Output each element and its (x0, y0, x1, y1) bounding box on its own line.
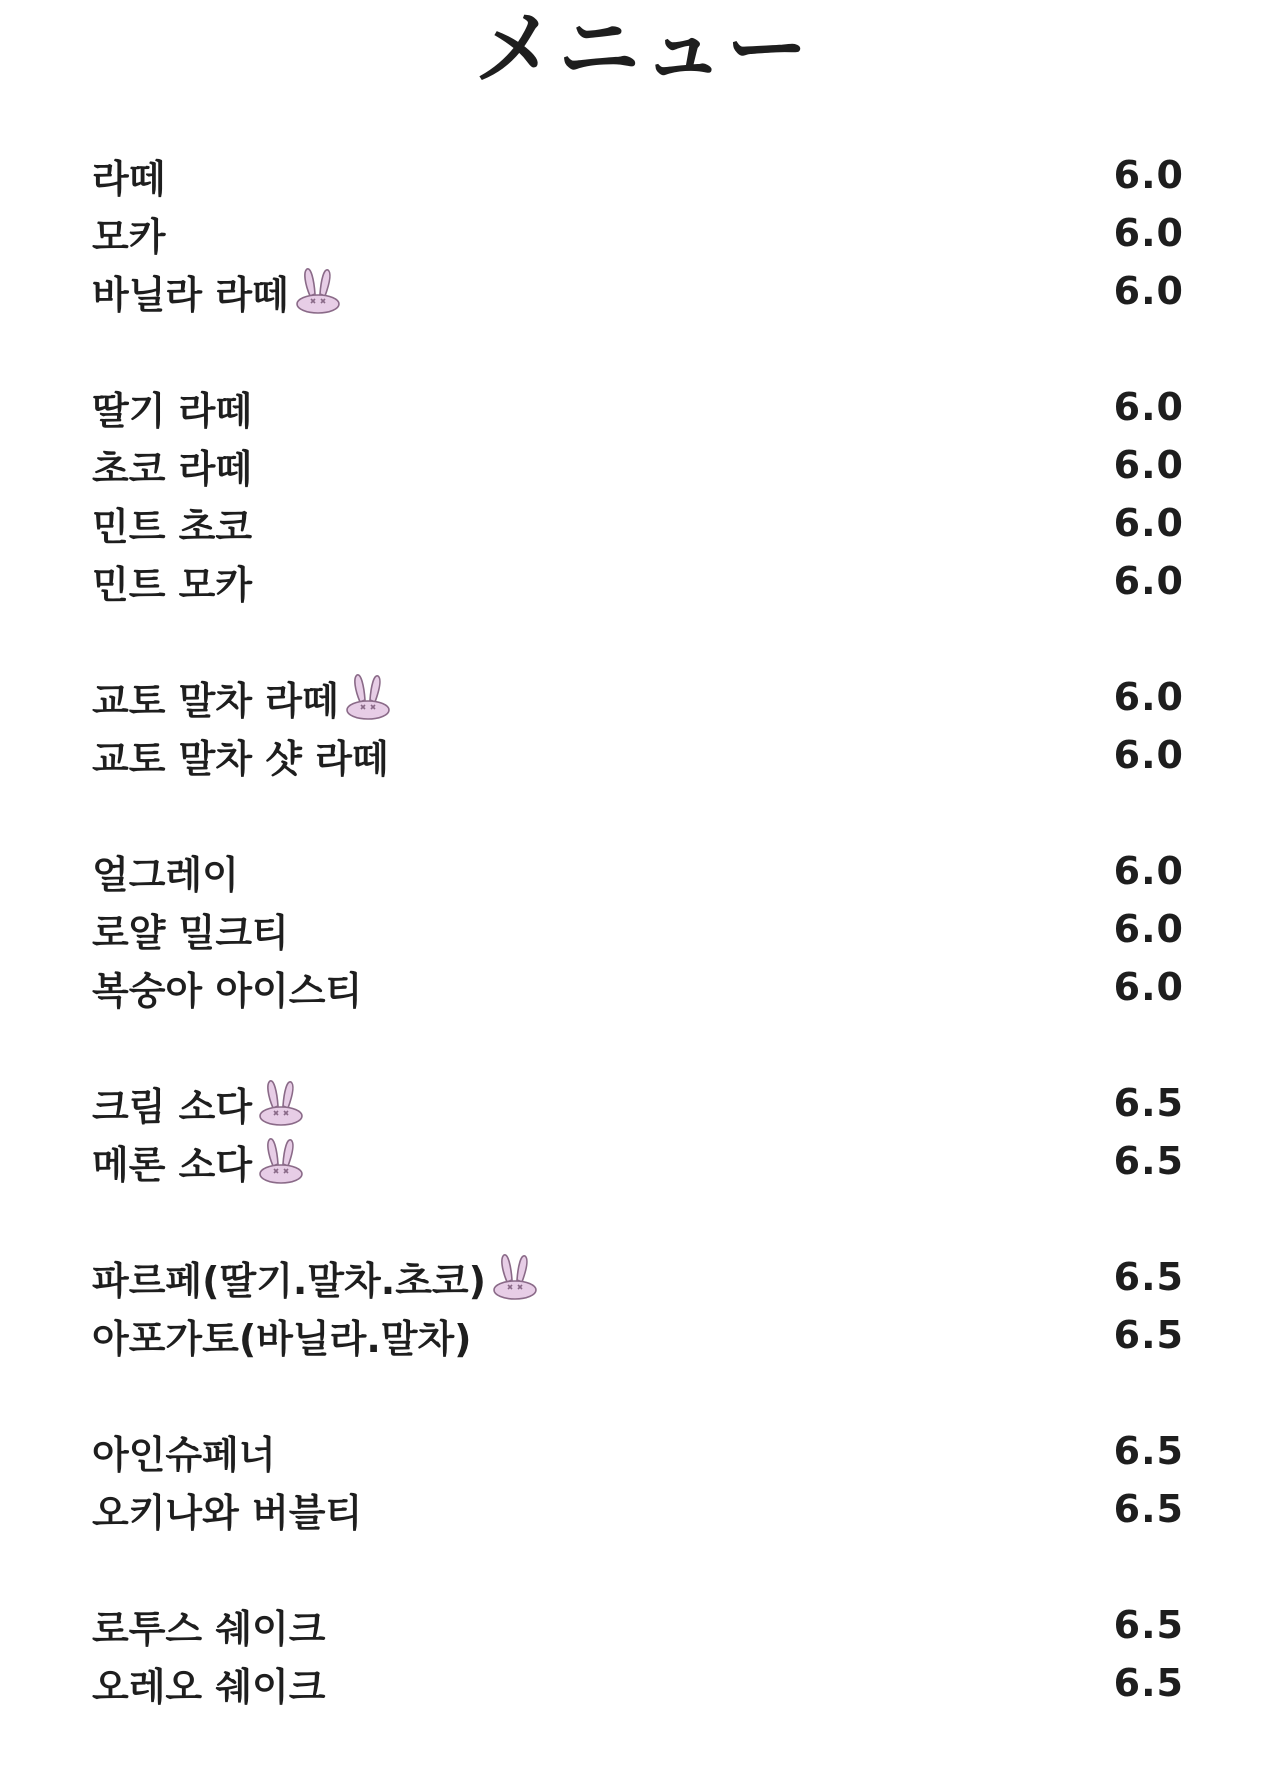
menu-item-price: 6.5 (1113, 1487, 1184, 1531)
menu-item-name: 파르페(딸기.말차.초코) (92, 1258, 486, 1303)
menu-item-name-wrap (92, 496, 252, 551)
menu-item-name-wrap (92, 960, 362, 1015)
menu-group (92, 668, 1184, 784)
menu-item (92, 1654, 1184, 1712)
menu-item-name-wrap (92, 380, 252, 435)
menu-item-name-wrap (92, 148, 165, 203)
menu-item (92, 378, 1184, 436)
menu-group (92, 378, 1184, 610)
menu-item (92, 958, 1184, 1016)
menu-item-name-wrap (92, 264, 343, 319)
menu-item (92, 900, 1184, 958)
menu-item-name-wrap (92, 1308, 472, 1363)
bunny-icon (490, 1252, 540, 1302)
menu-item (92, 1074, 1184, 1132)
menu-item-price: 6.0 (1113, 733, 1184, 777)
menu-item-name-wrap (92, 1134, 306, 1189)
menu-item-name: 로얄 밀크티 (92, 910, 289, 955)
menu-item-name-wrap (92, 844, 239, 899)
menu-item (92, 1132, 1184, 1190)
menu-item (92, 146, 1184, 204)
menu-item (92, 1248, 1184, 1306)
bunny-icon (256, 1078, 306, 1128)
menu-item-price: 6.0 (1113, 559, 1184, 603)
menu-item (92, 552, 1184, 610)
menu-item-price: 6.5 (1113, 1313, 1184, 1357)
menu-item-name-wrap (92, 1482, 362, 1537)
menu-item-name: 바닐라 라떼 (92, 272, 289, 317)
menu-item-price: 6.0 (1113, 675, 1184, 719)
menu-item-name-wrap (92, 438, 252, 493)
menu-item-name: 모카 (92, 214, 166, 259)
menu-group (92, 1422, 1184, 1538)
menu-item-name-wrap (92, 1598, 325, 1653)
menu-item-name: 메론 소다 (92, 1142, 253, 1187)
menu-item-name: 크림 소다 (92, 1084, 253, 1129)
menu-item-name-wrap (92, 554, 252, 609)
menu-item-name: 복숭아 아이스티 (92, 968, 363, 1013)
bunny-icon (293, 266, 343, 316)
menu-group (92, 146, 1184, 320)
menu-item-name: 얼그레이 (92, 852, 239, 897)
menu-item-price: 6.0 (1113, 965, 1184, 1009)
menu-item-name: 오레오 쉐이크 (92, 1664, 326, 1709)
menu-item (92, 668, 1184, 726)
menu-item (92, 436, 1184, 494)
menu-item-name: 로투스 쉐이크 (92, 1606, 326, 1651)
menu-item-name: 아포가토(바닐라.말차) (92, 1316, 472, 1361)
bunny-icon (256, 1136, 306, 1186)
menu-item-name: 오키나와 버블티 (92, 1490, 363, 1535)
menu-item-name-wrap (92, 206, 165, 261)
menu-item (92, 1306, 1184, 1364)
menu-item (92, 494, 1184, 552)
menu-item-name-wrap (92, 1656, 325, 1711)
menu-group (92, 842, 1184, 1016)
menu-item-name-wrap (92, 670, 393, 725)
menu-item-price: 6.5 (1113, 1661, 1184, 1705)
menu-item (92, 726, 1184, 784)
menu-item-name-wrap (92, 902, 289, 957)
menu-list (92, 146, 1184, 1770)
menu-item-name: 초코 라떼 (92, 446, 253, 491)
menu-item-name-wrap (92, 1424, 276, 1479)
menu-item-price: 6.0 (1113, 153, 1184, 197)
menu-item (92, 204, 1184, 262)
menu-item-price: 6.0 (1113, 211, 1184, 255)
menu-item-name: 딸기 라떼 (92, 388, 253, 433)
menu-item (92, 1422, 1184, 1480)
menu-item-price: 6.5 (1113, 1429, 1184, 1473)
bunny-icon (343, 672, 393, 722)
menu-item-name: 민트 모카 (92, 562, 253, 607)
menu-item (92, 1480, 1184, 1538)
menu-item-name: 아인슈페너 (92, 1432, 276, 1477)
page-title: メニュー (473, 2, 810, 97)
menu-item-name: 민트 초코 (92, 504, 253, 549)
menu-item-price: 6.5 (1113, 1255, 1184, 1299)
menu-item-price: 6.5 (1113, 1081, 1184, 1125)
menu-item (92, 262, 1184, 320)
menu-item-price: 6.5 (1113, 1139, 1184, 1183)
menu-item (92, 842, 1184, 900)
menu-item-price: 6.0 (1113, 385, 1184, 429)
menu-group (92, 1074, 1184, 1190)
menu-item-name-wrap (92, 1076, 306, 1131)
menu-item-name-wrap (92, 1250, 540, 1305)
menu-item-price: 6.0 (1113, 443, 1184, 487)
menu-item-price: 6.0 (1113, 501, 1184, 545)
menu-item-name-wrap (92, 728, 389, 783)
menu-item-name: 교토 말차 라떼 (92, 678, 339, 723)
menu-item-price: 6.5 (1113, 1603, 1184, 1647)
menu-item-name: 교토 말차 샷 라떼 (92, 736, 389, 781)
menu-group (92, 1596, 1184, 1712)
menu-group (92, 1248, 1184, 1364)
menu-item-price: 6.0 (1113, 907, 1184, 951)
menu-item-price: 6.0 (1113, 269, 1184, 313)
menu-item-name: 라떼 (92, 156, 166, 201)
menu-item (92, 1596, 1184, 1654)
menu-item-price: 6.0 (1113, 849, 1184, 893)
